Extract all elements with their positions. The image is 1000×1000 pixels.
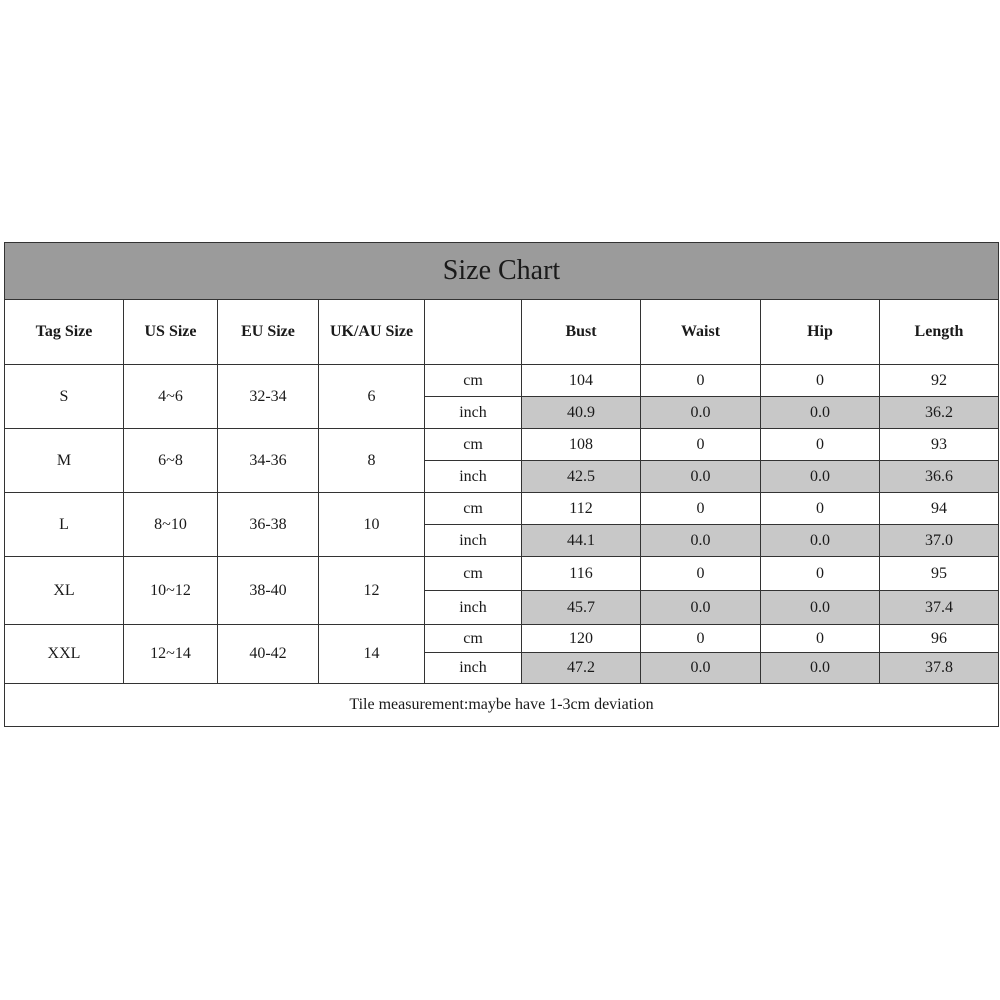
table-row: [5, 625, 999, 653]
cell-bust: 116: [522, 557, 641, 591]
cell-unit: cm: [425, 557, 522, 591]
cell-waist: 0: [641, 557, 761, 591]
cell-tag: XXL: [5, 625, 124, 684]
cell-length: 37.8: [880, 653, 999, 684]
cell-hip: 0: [761, 493, 880, 525]
cell-tag: XL: [5, 557, 124, 625]
measurement-note: Tile measurement:maybe have 1-3cm deviation: [5, 684, 999, 727]
cell-hip: 0.0: [761, 461, 880, 493]
cell-length: 36.2: [880, 397, 999, 429]
cell-unit: inch: [425, 591, 522, 625]
cell-unit: cm: [425, 365, 522, 397]
table-row: [5, 365, 999, 397]
cell-length: 37.4: [880, 591, 999, 625]
cell-bust: 104: [522, 365, 641, 397]
cell-unit: inch: [425, 653, 522, 684]
cell-ukau: 8: [319, 429, 425, 493]
cell-hip: 0.0: [761, 591, 880, 625]
cell-ukau: 14: [319, 625, 425, 684]
cell-bust: 108: [522, 429, 641, 461]
cell-ukau: 12: [319, 557, 425, 625]
size-chart: [4, 242, 998, 727]
cell-us: 12~14: [124, 625, 218, 684]
cell-waist: 0.0: [641, 653, 761, 684]
cell-hip: 0: [761, 557, 880, 591]
cell-unit: cm: [425, 493, 522, 525]
cell-ukau: 10: [319, 493, 425, 557]
cell-waist: 0: [641, 625, 761, 653]
cell-eu: 34-36: [218, 429, 319, 493]
header-bust: Bust: [522, 300, 641, 365]
cell-length: 94: [880, 493, 999, 525]
cell-tag: M: [5, 429, 124, 493]
table-row: [5, 557, 999, 591]
cell-bust: 44.1: [522, 525, 641, 557]
cell-waist: 0.0: [641, 397, 761, 429]
cell-unit: cm: [425, 429, 522, 461]
cell-waist: 0: [641, 365, 761, 397]
header-ukau-size: UK/AU Size: [319, 300, 425, 365]
header-hip: Hip: [761, 300, 880, 365]
header-us-size: US Size: [124, 300, 218, 365]
header-waist: Waist: [641, 300, 761, 365]
cell-eu: 40-42: [218, 625, 319, 684]
cell-unit: cm: [425, 625, 522, 653]
cell-length: 92: [880, 365, 999, 397]
header-length: Length: [880, 300, 999, 365]
size-chart-table: [4, 242, 999, 727]
cell-ukau: 6: [319, 365, 425, 429]
cell-tag: L: [5, 493, 124, 557]
cell-length: 37.0: [880, 525, 999, 557]
cell-bust: 120: [522, 625, 641, 653]
cell-length: 36.6: [880, 461, 999, 493]
header-unit: [425, 300, 522, 365]
cell-eu: 38-40: [218, 557, 319, 625]
cell-us: 8~10: [124, 493, 218, 557]
column-header-row: [5, 300, 999, 365]
cell-waist: 0.0: [641, 525, 761, 557]
cell-bust: 40.9: [522, 397, 641, 429]
table-row: [5, 493, 999, 525]
cell-hip: 0: [761, 365, 880, 397]
cell-waist: 0: [641, 429, 761, 461]
cell-hip: 0: [761, 625, 880, 653]
cell-hip: 0: [761, 429, 880, 461]
cell-unit: inch: [425, 461, 522, 493]
cell-us: 10~12: [124, 557, 218, 625]
cell-bust: 112: [522, 493, 641, 525]
cell-length: 93: [880, 429, 999, 461]
cell-us: 4~6: [124, 365, 218, 429]
cell-unit: inch: [425, 397, 522, 429]
cell-eu: 32-34: [218, 365, 319, 429]
cell-waist: 0.0: [641, 591, 761, 625]
cell-waist: 0.0: [641, 461, 761, 493]
cell-hip: 0.0: [761, 525, 880, 557]
cell-bust: 42.5: [522, 461, 641, 493]
cell-bust: 45.7: [522, 591, 641, 625]
cell-hip: 0.0: [761, 653, 880, 684]
cell-length: 95: [880, 557, 999, 591]
cell-waist: 0: [641, 493, 761, 525]
footer-row: [5, 684, 999, 727]
cell-bust: 47.2: [522, 653, 641, 684]
cell-length: 96: [880, 625, 999, 653]
chart-title: Size Chart: [5, 243, 999, 300]
cell-unit: inch: [425, 525, 522, 557]
header-tag-size: Tag Size: [5, 300, 124, 365]
cell-tag: S: [5, 365, 124, 429]
cell-eu: 36-38: [218, 493, 319, 557]
header-eu-size: EU Size: [218, 300, 319, 365]
cell-us: 6~8: [124, 429, 218, 493]
table-row: [5, 429, 999, 461]
cell-hip: 0.0: [761, 397, 880, 429]
